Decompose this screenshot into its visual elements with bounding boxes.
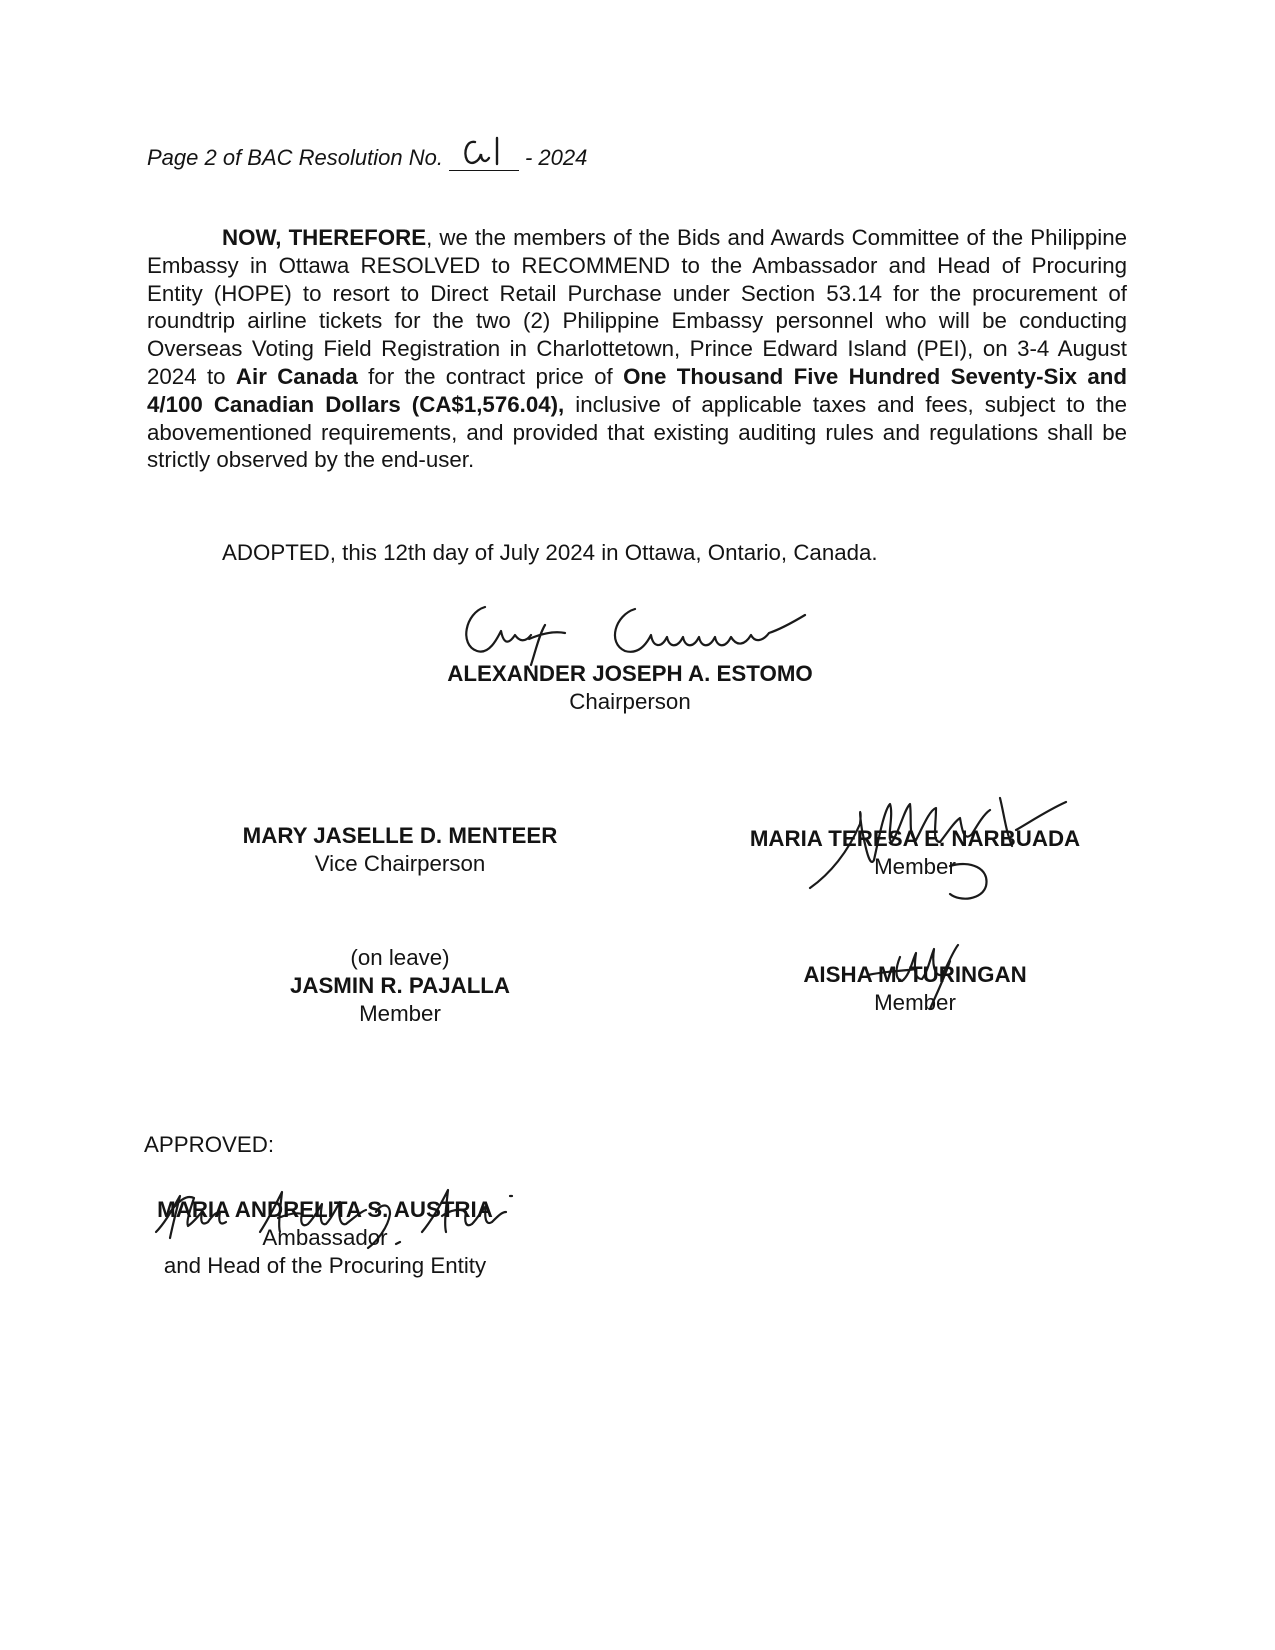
member3-name: AISHA M. TURINGAN [803,962,1027,987]
vendor-name: Air Canada [235,363,358,389]
member3-signatory [735,961,1095,1017]
adopted-line: ADOPTED, this 12th day of July 2024 in Ottawa, Ontario, Canada. [222,540,878,565]
member1-signatory [715,825,1115,881]
resolution-number-handwriting [459,134,509,168]
member2-name: JASMIN R. PAJALLA [289,973,511,998]
approver-role-line1: Ambassador [262,1225,388,1250]
vice-chair-role: Vice Chairperson [314,851,486,876]
header-suffix: - 2024 [524,145,588,170]
member2-role: Member [359,1001,441,1026]
vice-chair-signatory [210,822,590,878]
page-header [147,145,587,171]
member2-note: (on leave) [350,945,450,970]
member1-role: Member [874,854,956,879]
resolution-lead: NOW, THEREFORE [222,225,427,250]
resolution-number-field [449,148,519,171]
header-prefix: Page 2 of BAC Resolution No. [147,145,443,170]
member1-name: MARIA TERESA E. NARBUADA [749,826,1081,851]
resolution-text-1: , we the members of the Bids and Awards Committee of the Philippine Embassy in Ottawa RESOLVED to RECOMMEND to the Ambassador and Head of Procuring Entity (HOPE) to resort to Direct Retail Purchase under Section 53.14 for the procurement of roundtrip airline tickets for the two (2) Philippine Embassy personnel who will be conducting Overseas Voting Field Registration in Charlottetown, Prince Edward Island (PEI), on 3-4 August 2024 to [147,225,1127,389]
approved-label: APPROVED: [144,1132,275,1157]
resolution-paragraph [147,224,1127,474]
chair-signatory [415,660,845,716]
approver-role-line2: and Head of the Procuring Entity [163,1253,487,1278]
chair-name: ALEXANDER JOSEPH A. ESTOMO [447,661,813,686]
approver-signatory [120,1196,530,1280]
member2-signatory [220,944,580,1028]
member3-role: Member [874,990,956,1015]
contract-amount: One Thousand Five Hundred Seventy-Six and 4/100 Canadian Dollars (CA$1,576.04), [147,363,1128,417]
resolution-text-3: inclusive of applicable taxes and fees, subject to the abovementioned requirements, and provided that existing auditing rules and regulations shall be strictly observed by the end-user. [147,391,1127,473]
chair-role: Chairperson [569,689,691,714]
approver-name: MARIA ANDRELITA S. AUSTRIA [157,1197,493,1222]
vice-chair-name: MARY JASELLE D. MENTEER [242,823,558,848]
resolution-text-2: for the contract price of [357,363,624,389]
